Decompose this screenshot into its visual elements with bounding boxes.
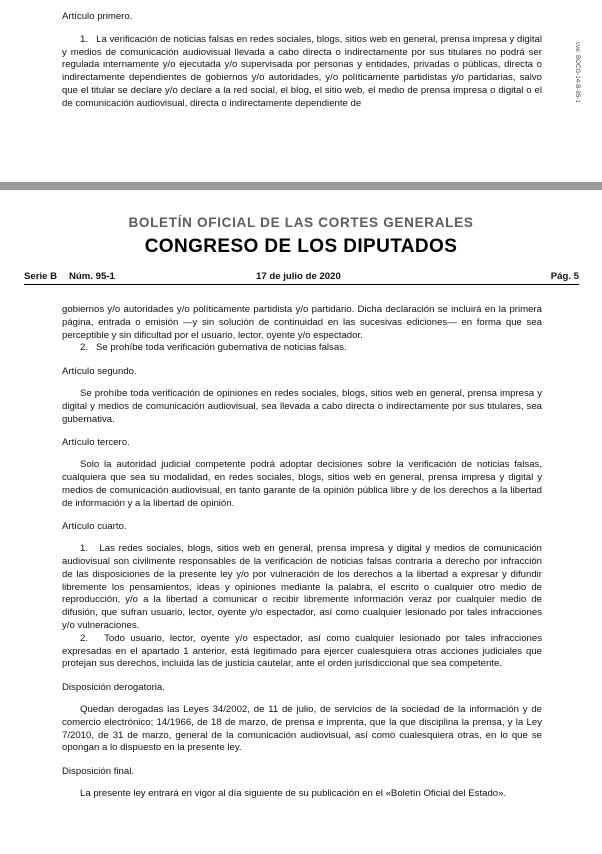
article-heading: Artículo cuarto.: [62, 521, 127, 533]
section-paragraph: Quedan derogadas las Leyes 34/2002, de 11 de julio, de servicios de la sociedad de la información y de comercio electrónico; 14/1966, de 18 de marzo, de prensa e imprenta, que la que disciplina la prensa, y la Ley 7/2010, de 31 de marzo, general de la comunicación audiovisual, así como cualesquiera otras, en lo que se opongan a lo dispuesto en la presente ley.: [62, 703, 542, 754]
article-heading: Artículo primero.: [62, 11, 133, 22]
article-heading: Artículo segundo.: [62, 366, 137, 378]
series-label: Serie B: [24, 271, 58, 282]
page-meta-row: [24, 270, 579, 285]
article-paragraph: 1. La verificación de noticias falsas en redes sociales, blogs, sitios web en general, prensa impresa y digital y medios de comunicación audiovisual llevada a cabo directa o indirectamente por sus titulares no podrá ser regulada internamente y/o ejecutada y/o supervisada por personas y entidades, privadas o públicas, directa o indirectamente dependientes de gobiernos y/o autoridades, y/o políticamente partidistas y/o partidarias, salvo que el titular se declare y/o declare a la red social, el blog, el sitio web, el medio de prensa impresa o digital o el de comunicación audiovisual, directa o indirectamente dependiente de: [62, 33, 542, 109]
article-paragraph: Se prohíbe toda verificación de opiniones en redes sociales, blogs, sitios web en general, prensa impresa y digital y medios de comunicación audiovisual, sea llevada a cabo directa o indirectamente por sus titulares, sea gubernativa.: [62, 387, 542, 425]
article-paragraph: Solo la autoridad judicial competente podrá adoptar decisiones sobre la verificación de noticias falsas, cualquiera que sea su modalidad, en redes sociales, blogs, sitios web en general, prensa impresa y digital y medios de comunicación audiovisual, en tanto garante de la opinión pública libre y de los derechos a la libertad de información y a la libertad de opinión.: [62, 459, 542, 509]
article-paragraph: 2. Todo usuario, lector, oyente y/o espectador, así como cualquier lesionado por tales infracciones expresadas en el apartado 1 anterior, está legitimado para ejercer cualesquiera otras acciones judiciales que protejan sus derechos, incluida las de justicia cautelar, ante el orden jurisdiccional que sea competente.: [62, 632, 542, 670]
page-body: [62, 304, 542, 801]
previous-page-text: [62, 11, 542, 111]
article-paragraph: 1. Las redes sociales, blogs, sitios web en general, prensa impresa y digital y medios de comunicación audiovisual son civilmente responsables de la verificación de noticias falsas contraria a derecho por infracción de las disposiciones de la presente ley y/o por vulneración de los derechos a la libertad a expresar y difundir libremente los pensamientos, ideas y opiniones mediante la palabra, el escrito o cualquier otro medio de reproducción, y/o a la libertad a comunicar o recibir libremente información veraz por cualquier medio de difusión, que sufran usuario, lector, oyente y/o espectador, así como cualquier lesionado por tales infracciones y/o vulneraciones.: [62, 543, 542, 631]
section-heading: Disposición final.: [62, 766, 134, 778]
previous-page: [0, 0, 602, 182]
publication-title: BOLETÍN OFICIAL DE LAS CORTES GENERALES: [128, 215, 474, 230]
section-paragraph: La presente ley entrará en vigor al día siguiente de su publicación en el «Boletín Oficial del Estado».: [80, 787, 507, 799]
page-number: Pág. 5: [550, 271, 579, 282]
article-paragraph: 2. Se prohíbe toda verificación gubernativa de noticias falsas.: [80, 342, 347, 354]
number-label: Núm. 95-1: [69, 271, 115, 282]
date-label: 17 de julio de 2020: [256, 271, 341, 282]
page-separator: [0, 182, 602, 190]
section-heading: Disposición derogatoria.: [62, 682, 165, 694]
document-reference-code: cve: BOCG-14-B-95-1: [574, 42, 580, 103]
continuation-paragraph: gobiernos y/o autoridades y/o políticamente partidista y/o partidario. Dicha declaración se incluirá en la primera página, entrada o emisión —y sin solución de continuidad en las sucesivas ediciones— en forma que sea perceptible y sin dificultad por el usuario, lector, oyente y/o espectador.: [62, 304, 542, 341]
article-heading: Artículo tercero.: [62, 437, 130, 449]
chamber-title: CONGRESO DE LOS DIPUTADOS: [144, 236, 458, 257]
